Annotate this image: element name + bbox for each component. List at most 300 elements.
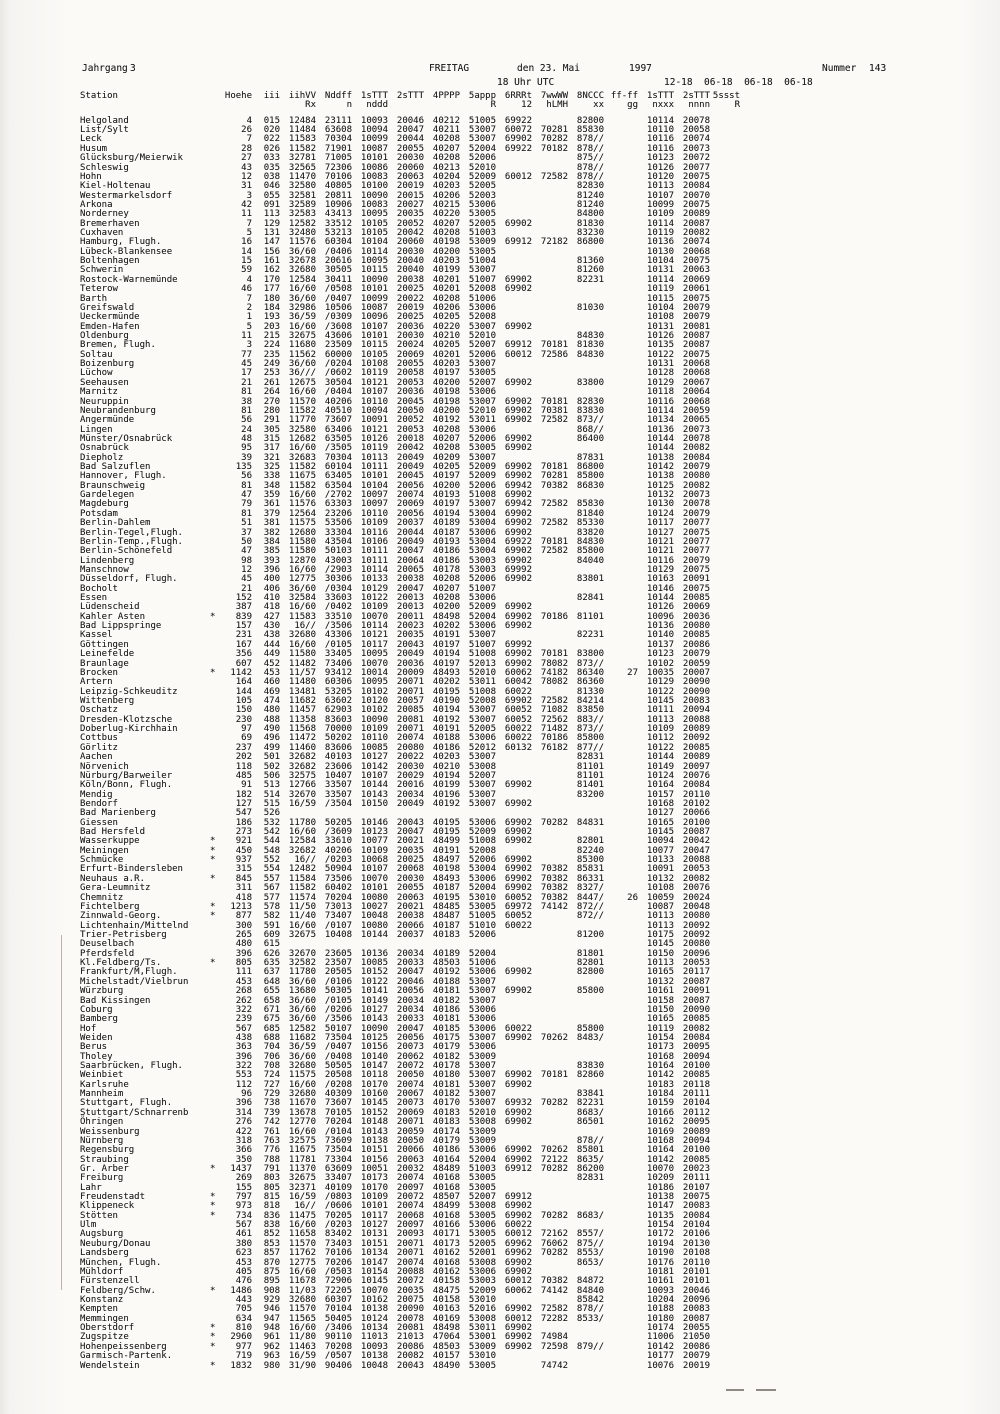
cell-5appp: 52008 xyxy=(468,696,496,706)
cell-iii: 480 xyxy=(263,705,280,716)
station-name: Giessen xyxy=(80,817,118,828)
cell-nddff: 10906 xyxy=(324,199,352,210)
cell-nddff: 60402 xyxy=(324,883,352,894)
cell-4pppp: 40190 xyxy=(432,696,460,706)
cell-iihvv: 11/80 xyxy=(288,1332,316,1343)
cell-hoehe: 98 xyxy=(241,555,252,566)
cell-iii: 818 xyxy=(263,1201,280,1212)
cell-5ssst xyxy=(710,566,740,575)
cell-iii: 738 xyxy=(263,1098,280,1109)
cell-iii: 761 xyxy=(263,1126,280,1137)
cell-nddff: 63602 xyxy=(324,696,352,706)
cell-iihvv: 32670 xyxy=(288,789,316,800)
cell-4pppp: 40189 xyxy=(432,518,460,529)
cell-4pppp: 40208 xyxy=(432,443,460,454)
cell-ff-ff xyxy=(604,164,638,173)
cell-1sttt-0618: 10161 xyxy=(646,986,674,997)
cell-nddff: /3506 xyxy=(324,621,352,632)
cell-1sttt-18: 10070 xyxy=(360,1285,388,1296)
cell-8nccc xyxy=(568,360,604,369)
cell-hoehe: 56 xyxy=(241,415,252,426)
cell-4pppp: 40203 xyxy=(432,752,460,763)
station-name: Trier-Petrisberg xyxy=(80,929,167,940)
cell-iihvv: 11/50 xyxy=(288,901,316,912)
cell-1sttt-18: 10102 xyxy=(360,705,388,716)
cell-ff-ff xyxy=(604,360,638,369)
cell-iihvv: 32680 xyxy=(288,1089,316,1100)
cell-4pppp: 40187 xyxy=(432,920,460,931)
cell-6rrrt: 69932 xyxy=(504,1098,532,1109)
cell-6rrrt xyxy=(496,1352,532,1361)
cell-iii: 129 xyxy=(263,218,280,229)
cell-1sttt-18: 10122 xyxy=(360,976,388,987)
station-name: Görlitz xyxy=(80,742,118,753)
cell-ff-ff xyxy=(604,500,638,509)
cell-4pppp: 40192 xyxy=(432,415,460,426)
mountain-station-marker xyxy=(210,1034,222,1043)
cell-2sttt-0618: 20078 xyxy=(682,499,710,510)
cell-6rrrt: 69902 xyxy=(504,1341,532,1352)
cell-2sttt-0618: 20080 xyxy=(682,911,710,922)
cell-1sttt-18: 10107 xyxy=(360,321,388,332)
cell-2sttt-0618: 20080 xyxy=(682,621,710,632)
cell-7wwww xyxy=(532,772,568,781)
cell-5appp: 53006 xyxy=(468,621,496,632)
cell-2sttt-0618: 20087 xyxy=(682,976,710,987)
cell-5ssst xyxy=(710,1249,740,1258)
cell-iii: 852 xyxy=(263,1229,280,1240)
cell-1sttt-18: 10090 xyxy=(360,190,388,201)
cell-nddff: 33507 xyxy=(324,789,352,800)
cell-6rrrt: 69902 xyxy=(504,555,532,566)
cell-5appp: 52009 xyxy=(468,602,496,613)
cell-hoehe: 144 xyxy=(235,686,252,697)
cell-7wwww xyxy=(532,323,568,332)
cell-7wwww: 70186 xyxy=(540,733,568,744)
cell-iihvv: 11457 xyxy=(288,705,316,716)
cell-8nccc: 81401 xyxy=(576,780,604,791)
cell-4pppp: 40220 xyxy=(432,321,460,332)
cell-1sttt-0618: 10131 xyxy=(646,265,674,276)
cell-nddff: 73607 xyxy=(324,1098,352,1109)
cell-6rrrt: 69962 xyxy=(504,1248,532,1259)
cell-6rrrt: 69912 xyxy=(504,237,532,248)
mountain-station-marker xyxy=(210,416,222,425)
cell-1sttt-0618: 10150 xyxy=(646,948,674,959)
cell-nddff: 70106 xyxy=(324,171,352,182)
station-name: Augsburg xyxy=(80,1229,124,1240)
cell-2sttt-18: 20016 xyxy=(396,780,424,791)
cell-1sttt-0618: 10150 xyxy=(646,1004,674,1015)
cell-1sttt-0618: 10157 xyxy=(646,789,674,800)
cell-iii: 348 xyxy=(263,480,280,491)
cell-5ssst xyxy=(710,435,740,444)
cell-5appp: 53008 xyxy=(468,1117,496,1128)
cell-hoehe: 262 xyxy=(235,995,252,1006)
cell-hoehe: 845 xyxy=(235,873,252,884)
cell-2sttt-0618: 20083 xyxy=(682,1201,710,1212)
cell-hoehe: 167 xyxy=(235,639,252,650)
station-name: Artern xyxy=(80,677,113,688)
station-name: Bad Kissingen xyxy=(80,995,151,1006)
cell-4pppp: 40200 xyxy=(432,405,460,416)
cell-iii: 162 xyxy=(263,265,280,276)
station-name: Weinbiet xyxy=(80,1070,124,1081)
cell-hoehe: 24 xyxy=(241,424,252,435)
cell-5ssst xyxy=(710,1259,740,1268)
cell-5ssst xyxy=(710,763,740,772)
cell-iii: 033 xyxy=(263,153,280,164)
cell-7wwww: 70382 xyxy=(540,883,568,894)
cell-7wwww xyxy=(532,800,568,809)
cell-iihvv: 11682 xyxy=(288,1032,316,1043)
cell-1sttt-18: 10105 xyxy=(360,349,388,360)
cell-nddff: 43606 xyxy=(324,330,352,341)
cell-iii: 980 xyxy=(263,1360,280,1371)
cell-5appp: 53005 xyxy=(468,901,496,912)
mountain-station-marker xyxy=(210,1025,222,1034)
cell-5appp: 53007 xyxy=(468,630,496,641)
cell-6rrrt: 69902 xyxy=(504,1266,532,1277)
mountain-station-marker xyxy=(210,257,222,266)
cell-4pppp: 48489 xyxy=(432,1163,460,1174)
cell-2sttt-0618: 20077 xyxy=(682,546,710,557)
cell-iii: 963 xyxy=(263,1351,280,1362)
cell-1sttt-18: 10070 xyxy=(360,611,388,622)
cell-iii: 706 xyxy=(263,1051,280,1062)
cell-hoehe: 567 xyxy=(235,1220,252,1231)
cell-1sttt-18: 10099 xyxy=(360,293,388,304)
cell-5ssst xyxy=(710,1352,740,1361)
cell-7wwww xyxy=(532,912,568,921)
cell-iii: 506 xyxy=(263,770,280,781)
cell-iihvv: 32680 xyxy=(288,630,316,641)
cell-8nccc: 82831 xyxy=(576,752,604,763)
cell-2sttt-0618: 20073 xyxy=(682,143,710,154)
cell-ff-ff xyxy=(604,491,638,500)
cell-1sttt-18: 10148 xyxy=(360,1117,388,1128)
cell-8nccc: 85830 xyxy=(576,499,604,510)
mountain-station-marker xyxy=(210,1259,222,1268)
cell-hoehe: 7 xyxy=(246,293,252,304)
cell-ff-ff xyxy=(604,126,638,135)
cell-5appp: 53007 xyxy=(468,798,496,809)
cell-5ssst xyxy=(710,613,740,622)
cell-1sttt-0618: 10164 xyxy=(646,1061,674,1072)
cell-iii: 675 xyxy=(263,1014,280,1025)
cell-2sttt-0618: 20073 xyxy=(682,490,710,501)
mountain-station-marker xyxy=(210,922,222,931)
cell-8nccc: 85831 xyxy=(576,864,604,875)
cell-7wwww: 70262 xyxy=(540,1145,568,1156)
cell-nddff: 73013 xyxy=(324,901,352,912)
cell-ff-ff xyxy=(604,1259,638,1268)
cell-ff-ff xyxy=(604,416,638,425)
cell-2sttt-0618: 20048 xyxy=(682,901,710,912)
cell-5appp: 53010 xyxy=(468,1351,496,1362)
cell-1sttt-0618: 10118 xyxy=(646,387,674,398)
cell-8nccc: 84214 xyxy=(576,696,604,706)
cell-8nccc: 81200 xyxy=(576,929,604,940)
cell-iii: 046 xyxy=(263,181,280,192)
mountain-station-marker xyxy=(210,725,222,734)
cell-1sttt-18: 10151 xyxy=(360,1238,388,1249)
cell-7wwww xyxy=(532,987,568,996)
cell-ff-ff xyxy=(604,1221,638,1230)
cell-8nccc: 86800 xyxy=(576,462,604,473)
cell-5ssst xyxy=(710,884,740,893)
cell-6rrrt: 69902 xyxy=(504,883,532,894)
cell-5ssst xyxy=(710,463,740,472)
cell-4pppp: 40201 xyxy=(432,284,460,295)
cell-ff-ff xyxy=(604,847,638,856)
cell-8nccc: 81260 xyxy=(576,265,604,276)
cell-7wwww xyxy=(532,1193,568,1202)
cell-8nccc: 879// xyxy=(576,1341,604,1352)
cell-7wwww xyxy=(532,1109,568,1118)
cell-2sttt-18: 20049 xyxy=(396,649,424,660)
cell-iihvv: 11762 xyxy=(288,1248,316,1259)
station-name: Würzburg xyxy=(80,986,124,997)
cell-4pppp: 40199 xyxy=(432,265,460,276)
cell-6rrrt xyxy=(496,1362,532,1371)
cell-iii: 253 xyxy=(263,368,280,379)
station-name: Boltenhagen xyxy=(80,256,140,267)
cell-2sttt-0618: 20078 xyxy=(682,115,710,126)
cell-1sttt-0618: 10144 xyxy=(646,433,674,444)
cell-1sttt-18: 10156 xyxy=(360,1042,388,1053)
cell-5ssst xyxy=(710,210,740,219)
cell-5appp: 52010 xyxy=(468,162,496,173)
cell-1sttt-0618: 10183 xyxy=(646,1079,674,1090)
cell-2sttt-18: 20059 xyxy=(396,1126,424,1137)
cell-ff-ff xyxy=(604,819,638,828)
cell-6rrrt: 69902 xyxy=(504,1257,532,1268)
cell-5appp: 53011 xyxy=(468,1323,496,1334)
cell-iihvv: 11/03 xyxy=(288,1285,316,1296)
cell-iihvv: 32680 xyxy=(288,265,316,276)
cell-1sttt-18: 11013 xyxy=(360,1332,388,1343)
cell-hoehe: 396 xyxy=(235,1051,252,1062)
mountain-station-marker xyxy=(210,379,222,388)
cell-2sttt-0618: 21050 xyxy=(682,1332,710,1343)
station-name: Gardelegen xyxy=(80,490,135,501)
cell-5ssst xyxy=(710,678,740,687)
cell-1sttt-18: 10133 xyxy=(360,574,388,585)
cell-5appp: 53007 xyxy=(468,1070,496,1081)
cell-nddff: 62903 xyxy=(324,705,352,716)
cell-8nccc xyxy=(568,1362,604,1371)
cell-4pppp: 40198 xyxy=(432,237,460,248)
station-name: München, Flugh. xyxy=(80,1257,162,1268)
cell-1sttt-0618: 10126 xyxy=(646,602,674,613)
cell-iii: 055 xyxy=(263,190,280,201)
cell-iihvv: 36/60 xyxy=(288,1004,316,1015)
cell-iihvv: 11582 xyxy=(288,883,316,894)
cell-7wwww xyxy=(532,257,568,266)
cell-1sttt-18: 10110 xyxy=(360,733,388,744)
mountain-station-marker xyxy=(210,650,222,659)
cell-ff-ff xyxy=(604,575,638,584)
cell-ff-ff xyxy=(604,1015,638,1024)
cell-6rrrt: 60052 xyxy=(504,705,532,716)
cell-ff-ff xyxy=(604,641,638,650)
cell-5appp: 53005 xyxy=(468,209,496,220)
cell-8nccc xyxy=(568,1193,604,1202)
station-name: Teterow xyxy=(80,284,118,295)
station-name: Wittenberg xyxy=(80,696,135,706)
cell-5ssst xyxy=(710,931,740,940)
cell-4pppp: 40193 xyxy=(432,536,460,547)
cell-iihvv: 16/59 xyxy=(288,798,316,809)
cell-iii: 870 xyxy=(263,1257,280,1268)
station-name: Chemnitz xyxy=(80,892,124,903)
cell-6rrrt: 69942 xyxy=(504,499,532,510)
cell-2sttt-18: 20067 xyxy=(396,1089,424,1100)
cell-iihvv: 16/60 xyxy=(288,321,316,332)
cell-8nccc xyxy=(568,997,604,1006)
cell-4pppp: 40205 xyxy=(432,340,460,351)
cell-8nccc: 85830 xyxy=(576,125,604,136)
cell-1sttt-0618: 10165 xyxy=(646,967,674,978)
cell-ff-ff xyxy=(604,117,638,126)
cell-ff-ff xyxy=(604,1090,638,1099)
cell-ff-ff xyxy=(604,566,638,575)
cell-4pppp: 40186 xyxy=(432,1004,460,1015)
cell-2sttt-18: 20032 xyxy=(396,1163,424,1174)
station-name: Freiburg xyxy=(80,1173,124,1184)
cell-7wwww: 70181 xyxy=(540,536,568,547)
cell-1sttt-0618: 10145 xyxy=(646,939,674,950)
cell-5ssst xyxy=(710,192,740,201)
cell-8nccc: 86331 xyxy=(576,873,604,884)
cell-iihvv: 32670 xyxy=(288,948,316,959)
cell-iihvv: 11583 xyxy=(288,611,316,622)
cell-hoehe: 2 xyxy=(246,302,252,313)
cell-5ssst xyxy=(710,1081,740,1090)
cell-1sttt-18: 10070 xyxy=(360,658,388,669)
cell-2sttt-18: 20035 xyxy=(396,209,424,220)
cell-2sttt-18: 20071 xyxy=(396,677,424,688)
cell-hoehe: 476 xyxy=(235,1276,252,1287)
cell-5appp: 53007 xyxy=(468,789,496,800)
mountain-station-marker xyxy=(210,285,222,294)
cell-5appp: 53011 xyxy=(468,415,496,426)
cell-hoehe: 977 xyxy=(235,1341,252,1352)
mountain-station-marker: * xyxy=(210,611,216,622)
cell-1sttt-18: 10119 xyxy=(360,443,388,454)
cell-iihvv: 12682 xyxy=(288,433,316,444)
station-name: Lahr xyxy=(80,1182,102,1193)
cell-nddff: 50202 xyxy=(324,733,352,744)
cell-nddff: /0104 xyxy=(324,1126,352,1137)
mountain-station-marker xyxy=(210,201,222,210)
cell-iii: 648 xyxy=(263,976,280,987)
cell-6rrrt: 69902 xyxy=(504,836,532,847)
cell-nddff: 73403 xyxy=(324,1238,352,1249)
cell-8nccc: 86501 xyxy=(576,1117,604,1128)
cell-4pppp: 40164 xyxy=(432,1154,460,1165)
cell-2sttt-18: 20022 xyxy=(396,752,424,763)
cell-5appp: 53005 xyxy=(468,1173,496,1184)
cell-5appp: 53005 xyxy=(468,1360,496,1371)
cell-1sttt-0618: 10163 xyxy=(646,574,674,585)
cell-2sttt-0618: 20068 xyxy=(682,246,710,257)
cell-4pppp: 40195 xyxy=(432,686,460,697)
cell-8nccc: 85842 xyxy=(576,1295,604,1305)
cell-nddff: 70104 xyxy=(324,1304,352,1315)
cell-7wwww: 71482 xyxy=(540,724,568,735)
cell-5ssst xyxy=(710,266,740,275)
cell-8nccc: 83800 xyxy=(576,649,604,660)
cell-iii: 704 xyxy=(263,1042,280,1053)
cell-2sttt-18: 20019 xyxy=(396,302,424,313)
cell-nddff: /2702 xyxy=(324,490,352,501)
cell-nddff: 43306 xyxy=(324,630,352,641)
cell-7wwww xyxy=(532,566,568,575)
cell-5ssst xyxy=(710,1015,740,1024)
cell-iihvv: 11576 xyxy=(288,237,316,248)
cell-6rrrt xyxy=(496,931,532,940)
cell-iihvv: 32589 xyxy=(288,199,316,210)
cell-hoehe: 1832 xyxy=(230,1360,252,1371)
issue-date: den 23. Mai xyxy=(517,63,580,74)
cell-nddff: 71005 xyxy=(324,153,352,164)
station-name: Kassel xyxy=(80,630,113,641)
cell-nddff: 60307 xyxy=(324,1295,352,1305)
cell-5appp: 53010 xyxy=(468,1295,496,1305)
cell-1sttt-0618: 11006 xyxy=(646,1332,674,1343)
cell-iihvv: 12584 xyxy=(288,274,316,285)
cell-5ssst xyxy=(710,201,740,210)
cell-2sttt-0618: 20118 xyxy=(682,1079,710,1090)
cell-nddff: /0407 xyxy=(324,293,352,304)
cell-1sttt-0618: 10087 xyxy=(646,901,674,912)
mountain-station-marker xyxy=(210,351,222,360)
cell-1sttt-18: 10107 xyxy=(360,770,388,781)
cell-2sttt-0618: 20087 xyxy=(682,218,710,229)
cell-1sttt-0618: 10111 xyxy=(646,705,674,716)
cell-6rrrt: 69902 xyxy=(504,798,532,809)
cell-7wwww xyxy=(532,1174,568,1183)
cell-1sttt-18: 10091 xyxy=(360,415,388,426)
cell-8nccc: 878// xyxy=(576,162,604,173)
cell-1sttt-0618: 10099 xyxy=(646,199,674,210)
cell-5appp: 51008 xyxy=(468,490,496,501)
cell-4pppp: 40200 xyxy=(432,602,460,613)
station-name: Öhringen xyxy=(80,1117,124,1128)
cell-2sttt-18: 20053 xyxy=(396,377,424,388)
station-name: Oldenburg xyxy=(80,330,129,341)
subcolumn-header-iihvv: Rx xyxy=(305,100,316,111)
cell-5appp: 52009 xyxy=(468,462,496,473)
cell-7wwww xyxy=(532,295,568,304)
cell-4pppp: 40210 xyxy=(432,330,460,341)
cell-1sttt-0618: 10142 xyxy=(646,462,674,473)
cell-1sttt-18: 10170 xyxy=(360,1182,388,1193)
cell-2sttt-18: 20071 xyxy=(396,724,424,735)
cell-hoehe: 450 xyxy=(235,845,252,856)
cell-ff-ff xyxy=(604,220,638,229)
cell-ff-ff xyxy=(604,875,638,884)
cell-iihvv: 32565 xyxy=(288,162,316,173)
cell-nddff: /0106 xyxy=(324,976,352,987)
cell-7wwww: 72582 xyxy=(540,415,568,426)
cell-7wwww xyxy=(532,369,568,378)
cell-nddff: /0208 xyxy=(324,1079,352,1090)
cell-5appp: 53007 xyxy=(468,1061,496,1072)
cell-6rrrt xyxy=(496,1043,532,1052)
